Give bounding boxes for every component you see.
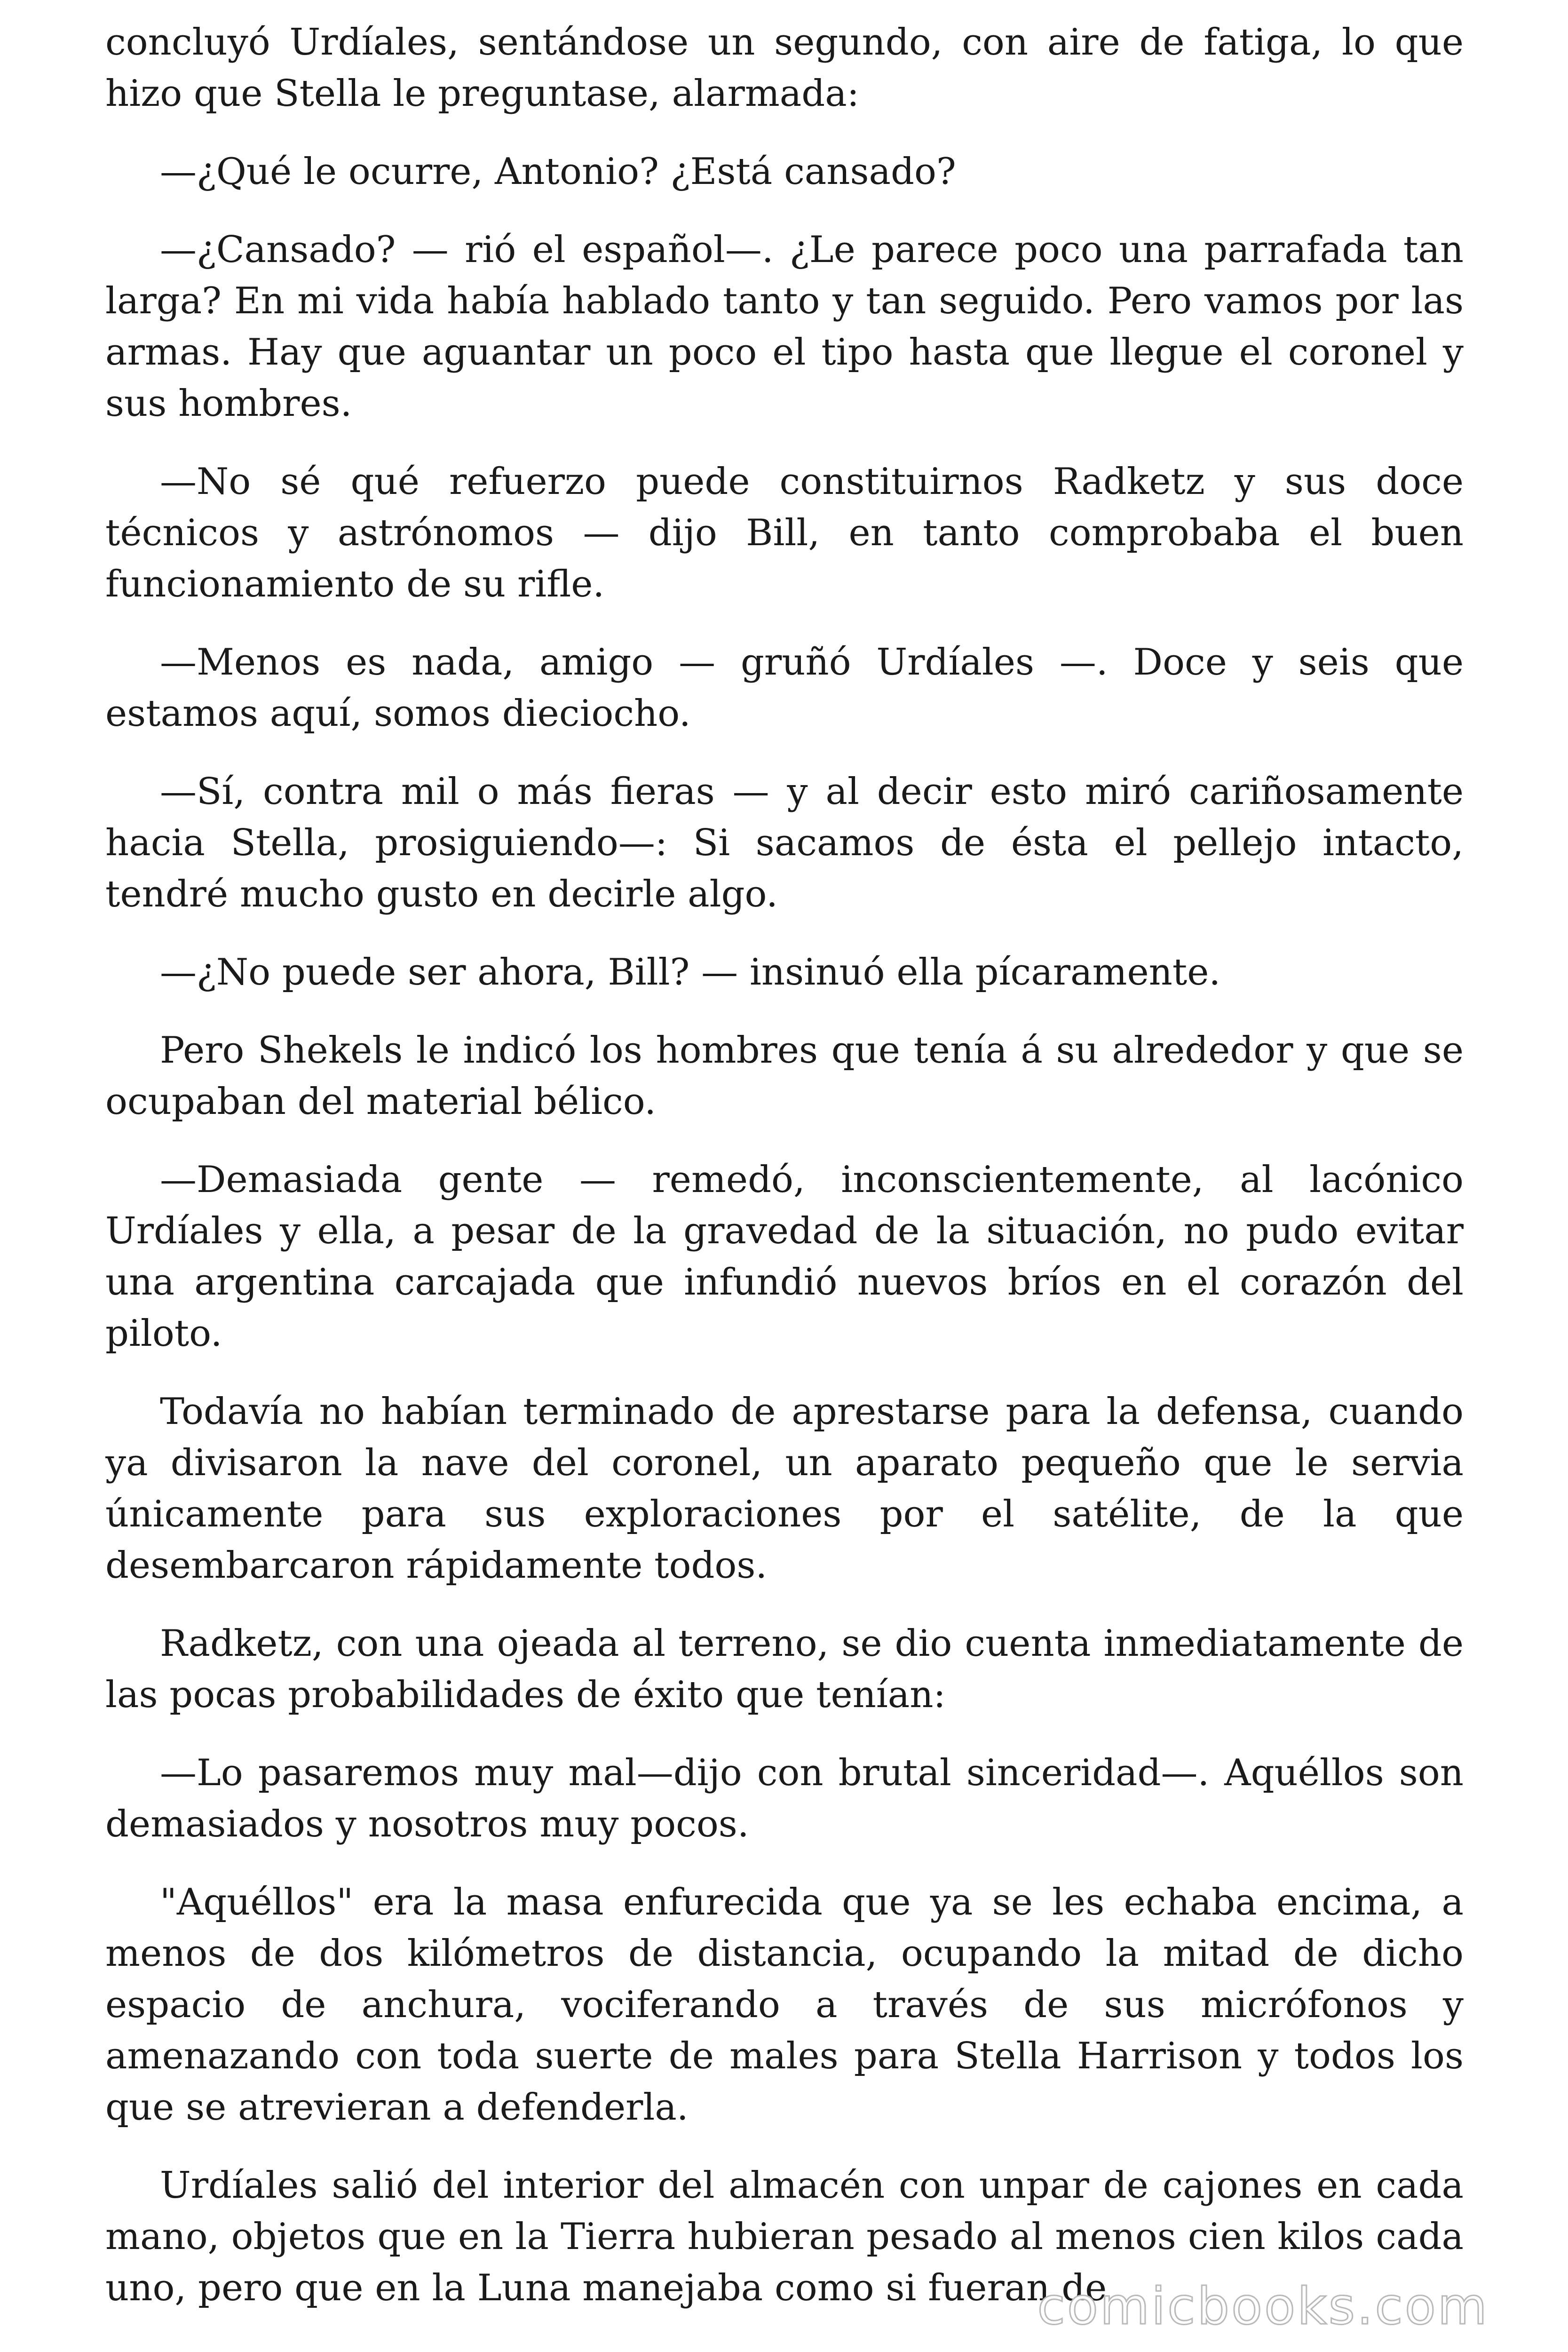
paragraph-10: Todavía no habían terminado de aprestarse para la defensa, cuando ya divisaron la nave del coronel, un aparato pequeño que le servia únicamente para sus exploraciones por el satélite, de la que desembarcaron rápidamente todos.: [105, 1391, 1464, 1587]
paragraph-14: Urdíales salió del interior del almacén con unpar de cajones en cada mano, objetos que en la Tierra hubieran pesado al menos cien kilos cada uno, pero que en la Luna manejaba como si fueran de: [105, 2164, 1464, 2309]
page-text: [105, 17, 1464, 2322]
paragraph-2: —¿Qué le ocurre, Antonio? ¿Está cansado?: [160, 151, 956, 193]
paragraph-11: Radketz, con una ojeada al terreno, se dio cuenta inmediatamente de las pocas probabilidades de éxito que tenían:: [105, 1622, 1464, 1716]
paragraph-13: "Aquéllos" era la masa enfurecida que ya se les echaba encima, a menos de dos kilómetros de distancia, ocupando la mitad de dicho espacio de anchura, vociferando a través de sus micrófonos y amenazando con toda suerte de males para Stella Harrison y todos los que se atrevieran a defenderla.: [105, 1881, 1464, 2129]
paragraph-7: —¿No puede ser ahora, Bill? — insinuó ella pícaramente.: [160, 951, 1221, 993]
paragraph-4: —No sé qué refuerzo puede constituirnos Radketz y sus doce técnicos y astrónomos — dijo Bill, en tanto comprobaba el buen funcionamiento de su rifle.: [105, 461, 1464, 605]
paragraph-1: concluyó Urdíales, sentándose un segundo, con aire de fatiga, lo que hizo que Stella le preguntase, alarmada:: [105, 21, 1464, 115]
paragraph-5: —Menos es nada, amigo — gruñó Urdíales —. Doce y seis que estamos aquí, somos dieciocho.: [105, 641, 1464, 735]
watermark-logo: comicbooks.com: [1037, 2277, 1489, 2336]
paragraph-3: —¿Cansado? — rió el español—. ¿Le parece poco una parrafada tan larga? En mi vida había hablado tanto y tan seguido. Pero vamos por las armas. Hay que aguantar un poco el tipo hasta que llegue el coronel y sus hombres.: [105, 229, 1464, 425]
paragraph-9: —Demasiada gente — remedó, inconscientemente, al lacónico Urdíales y ella, a pesar de la gravedad de la situación, no pudo evitar una argentina carcajada que infundió nuevos bríos en el corazón del piloto.: [105, 1159, 1464, 1355]
paragraph-6: —Sí, contra mil o más fieras — y al decir esto miró cariñosamente hacia Stella, prosiguiendo—: Si sacamos de ésta el pellejo intacto, tendré mucho gusto en decirle algo.: [105, 771, 1464, 915]
paragraph-12: —Lo pasaremos muy mal—dijo con brutal sinceridad—. Aquéllos son demasiados y nosotros muy pocos.: [105, 1752, 1464, 1845]
paragraph-8: Pero Shekels le indicó los hombres que tenía á su alrededor y que se ocupaban del material bélico.: [105, 1029, 1464, 1123]
